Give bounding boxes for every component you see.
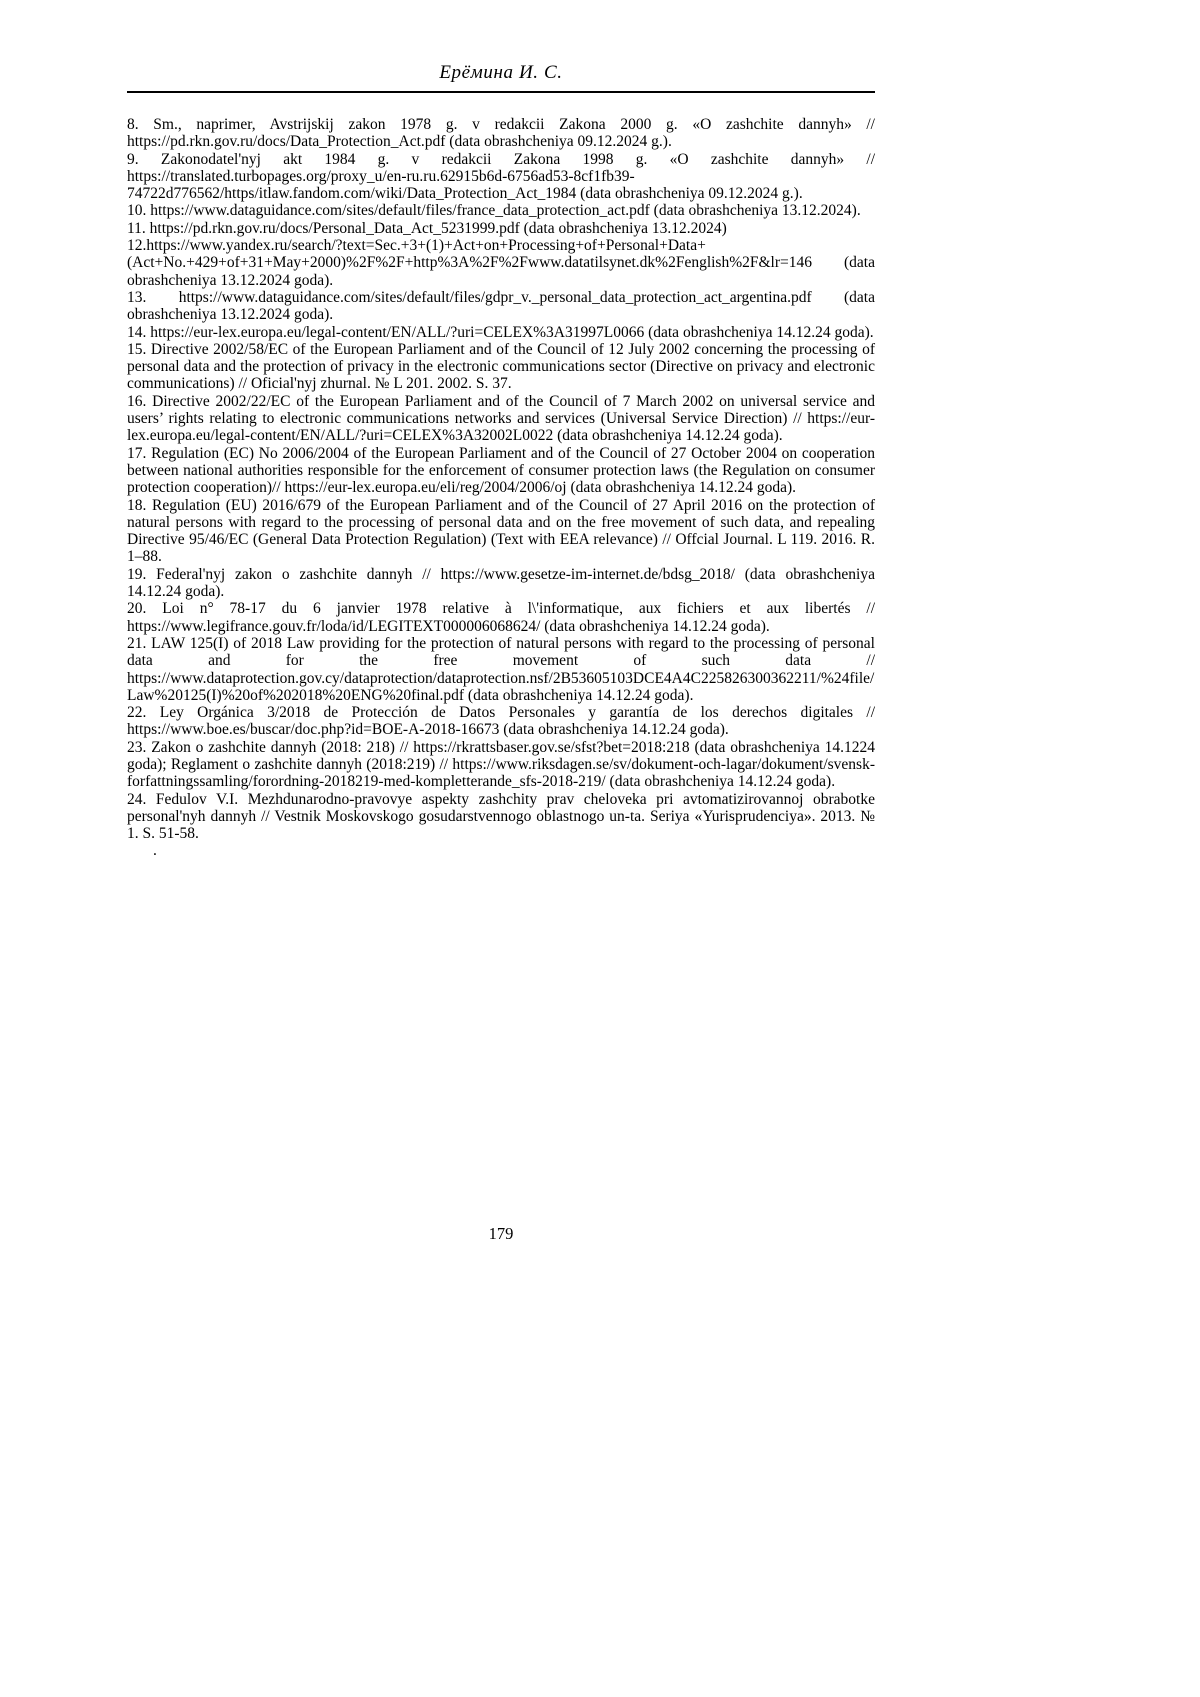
header-rule (127, 91, 875, 93)
reference-item-13: 13. https://www.dataguidance.com/sites/default/files/gdpr_v._personal_data_protection_act_argentina.pdf (data obrashcheniya 13.12.2024 goda). (127, 288, 875, 324)
reference-item-18: 18. Regulation (EU) 2016/679 of the European Parliament and of the Council of 27 April 2016 on the protection of natural persons with regard to the processing of personal data and on the free movement of such data, and repealing Directive 95/46/EC (General Data Protection Regulation) (Text with EEA relevance) // Offcial Journal. L 119. 2016. R. 1–88. (127, 496, 875, 566)
reference-item-21: 21. LAW 125(I) of 2018 Law providing for the protection of natural persons with regard to the processing of personal data and for the free movement of such data // https://www.dataprotection.gov.cy/dataprotection/dataprotection.nsf/2B53605103DCE4A4C225826300362211/%24file/Law%20125(I)%20of%202018%20ENG%20final.pdf (data obrashcheniya 14.12.24 goda). (127, 634, 875, 704)
page-number: 179 (488, 1224, 514, 1243)
reference-item-8: 8. Sm., naprimer, Avstrijskij zakon 1978 g. v redakcii Zakona 2000 g. «O zashchite dannyh» // https://pd.rkn.gov.ru/docs/Data_Protection_Act.pdf (data obrashcheniya 09.12.2024 g.). (127, 116, 875, 151)
reference-item-15: 15. Directive 2002/58/EC of the European Parliament and of the Council of 12 July 2002 concerning the processing of personal data and the protection of privacy in the electronic communications sector (Directive on privacy and electronic communications) // Oficial'nyj zhurnal. № L 201. 2002. S. 37. (127, 340, 875, 393)
reference-item-17: 17. Regulation (EC) No 2006/2004 of the European Parliament and of the Council of 27 October 2004 on cooperation between national authorities responsible for the enforcement of consumer protection laws (the Regulation on consumer protection cooperation)// https://eur-lex.europa.eu/eli/reg/2004/2006/oj (data obrashcheniya 14.12.24 goda). (127, 444, 875, 497)
reference-item-10: 10. https://www.dataguidance.com/sites/default/files/france_data_protection_act.pdf (data obrashcheniya 13.12.2024). (127, 202, 861, 220)
reference-item-20: 20. Loi n° 78-17 du 6 janvier 1978 relative à l\'informatique, aux fichiers et aux libertés // https://www.legifrance.gouv.fr/loda/id/LEGITEXT000006068624/ (data obrashcheniya 14.12.24 goda). (127, 600, 875, 635)
reference-item-22: 22. Ley Orgánica 3/2018 de Protección de Datos Personales y garantía de los derechos digitales // https://www.boe.es/buscar/doc.php?id=BOE-A-2018-16673 (data obrashcheniya 14.12.24 goda). (127, 704, 875, 739)
reference-item-24: 24. Fedulov V.I. Mezhdunarodno-pravovye aspekty zashchity prav cheloveka pri avtomatizirovannoj obrabotke personal'nyh dannyh // Vestnik Moskovskogo gosudarstvennogo oblastnogo un-ta. Seriya «Yurisprudenciya». 2013. № 1. S. 51-58. (127, 790, 875, 843)
reference-item-14: 14. https://eur-lex.europa.eu/legal-content/EN/ALL/?uri=CELEX%3A31997L0066 (data obrashcheniya 14.12.24 goda). (127, 323, 874, 341)
reference-item-23: 23. Zakon o zashchite dannyh (2018: 218) // https://rkrattsbaser.gov.se/sfst?bet=2018:218 (data obrashcheniya 14.1224 goda); Reglament o zashchite dannyh (2018:219) // https://www.riksdagen.se/sv/dokument-och-lagar/dokument/svensk-forfattningssamling/forordning-2018219-med-kompletterande_sfs-2018-219/ (data obrashcheniya 14.12.24 goda). (127, 738, 875, 791)
reference-item-11: 11. https://pd.rkn.gov.ru/docs/Personal_Data_Act_5231999.pdf (data obrashcheniya 13.12.2024) (127, 219, 727, 237)
reference-item-9: 9. Zakonodatel'nyj akt 1984 g. v redakcii Zakona 1998 g. «O zashchite dannyh» // https://translated.turbopages.org/proxy_u/en-ru.ru.62915b6d-6756ad53-8cf1fb39-74722d776562/https/itlaw.fandom.com/wiki/Data_Protection_Act_1984 (data obrashcheniya 09.12.2024 g.). (127, 150, 875, 203)
references-list (127, 116, 875, 860)
reference-item-19: 19. Federal'nyj zakon o zashchite dannyh // https://www.gesetze-im-internet.de/bdsg_2018/ (data obrashcheniya 14.12.24 goda). (127, 565, 875, 601)
reference-item-12: 12.https://www.yandex.ru/search/?text=Sec.+3+(1)+Act+on+Processing+of+Personal+Data+(Act+No.+429+of+31+May+2000)%2F%2F+http%3A%2F%2Fwww.datatilsynet.dk%2Fenglish%2F&lr=146 (data obrashcheniya 13.12.2024 goda). (127, 237, 875, 289)
running-header-author: Ерёмина И. С. (439, 62, 563, 83)
reference-item-16: 16. Directive 2002/22/EC of the European Parliament and of the Council of 7 March 2002 on universal service and users’ rights relating to electronic communications networks and services (Universal Service Direction) // https://eur-lex.europa.eu/legal-content/EN/ALL/?uri=CELEX%3A32002L0022 (data obrashcheniya 14.12.24 goda). (127, 392, 875, 445)
page-content (127, 0, 875, 860)
page-header (127, 0, 875, 93)
stray-period: . (153, 842, 157, 860)
